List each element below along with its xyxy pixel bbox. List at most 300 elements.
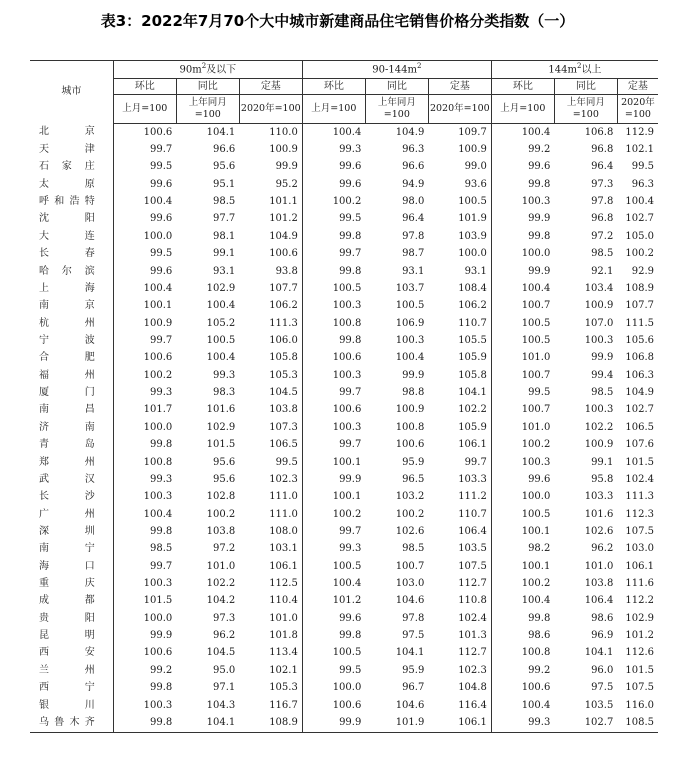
index-value: 110.4	[269, 595, 298, 607]
index-value: 111.2	[458, 491, 487, 503]
index-value: 99.9	[113, 627, 176, 644]
city-name: 兰州	[39, 664, 95, 676]
index-value: 98.6	[591, 612, 614, 624]
index-value: 97.1	[213, 682, 236, 694]
index-value: 99.1	[591, 456, 614, 468]
table-row	[30, 593, 658, 610]
index-value: 100.7	[491, 402, 554, 419]
table-row	[30, 680, 658, 697]
index-value: 100.4	[113, 280, 176, 297]
index-value: 99.5	[491, 384, 554, 401]
index-value: 106.5	[625, 421, 654, 433]
index-value: 103.8	[584, 578, 614, 590]
index-value: 103.8	[269, 404, 298, 416]
city-name: 长沙	[39, 491, 95, 503]
index-value: 102.9	[625, 612, 654, 624]
index-value: 100.4	[302, 575, 365, 592]
index-value: 100.0	[113, 228, 176, 245]
index-value: 102.6	[584, 525, 614, 537]
index-value: 93.6	[464, 178, 487, 190]
index-value: 99.9	[302, 714, 365, 732]
table-row	[30, 367, 658, 384]
index-value: 98.8	[402, 387, 425, 399]
index-value: 95.1	[213, 178, 236, 190]
index-value: 100.4	[491, 593, 554, 610]
table-row	[30, 523, 658, 540]
index-value: 106.1	[269, 560, 298, 572]
index-value: 99.2	[491, 662, 554, 679]
index-value: 97.8	[591, 196, 614, 208]
index-value: 116.4	[458, 699, 487, 711]
index-value: 101.5	[625, 664, 654, 676]
index-value: 100.6	[491, 680, 554, 697]
table-row	[30, 489, 658, 506]
table-row	[30, 610, 658, 627]
index-value: 100.9	[269, 144, 298, 156]
index-value: 102.7	[554, 714, 617, 732]
index-value: 100.4	[395, 352, 425, 364]
index-value: 110.7	[458, 317, 487, 329]
basis-header: 2020年=100	[239, 95, 302, 124]
index-value: 96.3	[631, 178, 654, 190]
table-row	[30, 541, 658, 558]
index-value: 104.9	[395, 126, 425, 138]
index-value: 99.8	[302, 263, 365, 280]
index-value: 100.3	[584, 404, 614, 416]
index-value: 95.9	[402, 664, 425, 676]
index-value: 99.8	[302, 332, 365, 349]
index-value: 102.2	[584, 421, 614, 433]
index-value: 100.0	[113, 610, 176, 627]
index-value: 100.9	[458, 144, 487, 156]
table-row	[30, 662, 658, 679]
city-name: 南宁	[39, 543, 95, 555]
index-value: 95.9	[402, 456, 425, 468]
index-value: 100.2	[625, 248, 654, 260]
index-value: 99.9	[491, 211, 554, 228]
sub-header: 同比	[365, 79, 428, 95]
index-value: 100.5	[491, 315, 554, 332]
index-value: 112.9	[625, 126, 654, 138]
index-value: 100.3	[113, 575, 176, 592]
city-name: 重庆	[39, 578, 95, 590]
table-row	[30, 263, 658, 280]
index-value: 99.8	[302, 627, 365, 644]
index-value: 105.9	[458, 421, 487, 433]
index-value: 99.6	[302, 610, 365, 627]
table-row	[30, 332, 658, 349]
index-value: 102.4	[625, 473, 654, 485]
index-value: 101.9	[458, 213, 487, 225]
group-header-medium: $90-144m^2$	[302, 61, 491, 79]
table-row	[30, 315, 658, 332]
index-value: 100.5	[302, 558, 365, 575]
index-value: 99.8	[491, 176, 554, 193]
index-value: 107.5	[625, 682, 654, 694]
index-value: 108.9	[625, 282, 654, 294]
index-value: 98.5	[591, 248, 614, 260]
index-value: 110.0	[269, 126, 298, 138]
index-value: 108.9	[239, 714, 302, 732]
index-value: 106.8	[584, 126, 614, 138]
index-value: 96.2	[213, 630, 236, 642]
city-name: 贵阳	[39, 612, 95, 624]
index-value: 99.5	[302, 211, 365, 228]
index-value: 101.2	[625, 630, 654, 642]
index-value: 100.8	[491, 645, 554, 662]
index-value: 105.9	[458, 352, 487, 364]
sub-header: 同比	[554, 79, 617, 95]
index-value: 99.3	[213, 369, 236, 381]
index-value: 100.5	[206, 334, 236, 346]
table-row	[30, 419, 658, 436]
basis-header: 上月=100	[113, 95, 176, 124]
index-value: 100.3	[584, 334, 614, 346]
index-value: 97.8	[402, 612, 425, 624]
index-value: 100.4	[625, 196, 654, 208]
index-value: 100.4	[113, 193, 176, 210]
index-value: 103.2	[395, 491, 425, 503]
index-value: 99.3	[302, 541, 365, 558]
index-value: 111.6	[625, 578, 654, 590]
sub-header: 环比	[113, 79, 176, 95]
index-value: 95.6	[213, 161, 236, 173]
index-value: 106.1	[428, 714, 491, 732]
index-value: 101.0	[491, 350, 554, 367]
index-value: 101.5	[625, 456, 654, 468]
index-value: 107.5	[458, 560, 487, 572]
index-value: 100.8	[113, 454, 176, 471]
index-value: 116.0	[625, 699, 654, 711]
index-value: 106.2	[458, 300, 487, 312]
index-value: 100.6	[269, 248, 298, 260]
index-value: 99.8	[302, 228, 365, 245]
index-value: 100.3	[302, 298, 365, 315]
index-value: 104.2	[206, 595, 236, 607]
index-value: 104.1	[584, 647, 614, 659]
index-value: 95.6	[213, 473, 236, 485]
index-value: 106.4	[458, 525, 487, 537]
index-value: 100.6	[302, 350, 365, 367]
index-value: 100.9	[395, 404, 425, 416]
index-value: 103.5	[584, 699, 614, 711]
index-value: 100.6	[302, 402, 365, 419]
index-value: 96.0	[591, 664, 614, 676]
basis-header: 上年同月=100	[554, 95, 617, 124]
index-value: 100.6	[395, 439, 425, 451]
basis-header: 2020年=100	[428, 95, 491, 124]
index-value: 102.7	[625, 404, 654, 416]
index-value: 99.6	[302, 159, 365, 176]
index-value: 107.0	[584, 317, 614, 329]
index-value: 97.8	[402, 230, 425, 242]
index-value: 100.3	[302, 367, 365, 384]
index-value: 100.2	[395, 508, 425, 520]
index-value: 100.5	[302, 280, 365, 297]
index-value: 103.9	[458, 230, 487, 242]
index-value: 99.5	[113, 159, 176, 176]
index-value: 107.7	[269, 282, 298, 294]
city-name: 杭州	[39, 317, 95, 329]
table-row	[30, 384, 658, 401]
index-value: 100.5	[491, 506, 554, 523]
table-row	[30, 298, 658, 315]
index-value: 99.6	[113, 211, 176, 228]
index-value: 99.2	[113, 662, 176, 679]
table-row	[30, 454, 658, 471]
index-value: 99.5	[631, 161, 654, 173]
city-name: 南昌	[39, 404, 95, 416]
index-value: 101.0	[269, 612, 298, 624]
index-value: 102.7	[625, 213, 654, 225]
index-value: 102.3	[269, 473, 298, 485]
index-value: 98.3	[213, 387, 236, 399]
index-value: 100.4	[491, 280, 554, 297]
table-row	[30, 697, 658, 714]
index-value: 116.7	[269, 699, 298, 711]
index-value: 99.7	[113, 558, 176, 575]
city-name: 哈尔滨	[39, 265, 95, 277]
index-value: 100.4	[113, 506, 176, 523]
index-value: 99.8	[491, 228, 554, 245]
index-value: 106.4	[584, 595, 614, 607]
index-value: 99.7	[113, 141, 176, 158]
index-value: 101.6	[206, 404, 236, 416]
city-name: 合肥	[39, 352, 95, 364]
index-value: 98.5	[402, 543, 425, 555]
index-value: 107.3	[269, 421, 298, 433]
index-value: 99.3	[302, 141, 365, 158]
index-value: 100.1	[302, 489, 365, 506]
index-value: 112.7	[458, 578, 487, 590]
city-name: 北京	[39, 126, 95, 138]
index-value: 100.3	[395, 334, 425, 346]
table-row	[30, 211, 658, 228]
index-value: 97.3	[591, 178, 614, 190]
index-value: 100.4	[491, 124, 554, 142]
index-value: 92.1	[591, 265, 614, 277]
index-value: 100.9	[113, 315, 176, 332]
sub-header: 定基	[239, 79, 302, 95]
index-value: 96.9	[591, 630, 614, 642]
index-value: 96.6	[402, 161, 425, 173]
price-index-table	[30, 60, 658, 733]
index-value: 100.1	[113, 298, 176, 315]
index-value: 93.8	[275, 265, 298, 277]
index-value: 101.5	[113, 593, 176, 610]
index-value: 98.7	[402, 248, 425, 260]
index-value: 95.8	[591, 473, 614, 485]
index-value: 111.0	[269, 508, 298, 520]
index-value: 104.1	[458, 387, 487, 399]
index-value: 98.0	[402, 196, 425, 208]
sub-header: 定基	[428, 79, 491, 95]
city-name: 太原	[39, 178, 95, 190]
group-header-large: $144m^2$以上	[491, 61, 658, 79]
index-value: 102.2	[206, 578, 236, 590]
index-value: 106.1	[625, 560, 654, 572]
city-name: 银川	[39, 699, 95, 711]
index-value: 100.0	[491, 246, 554, 263]
index-value: 108.4	[458, 282, 487, 294]
sub-header: 环比	[491, 79, 554, 95]
index-value: 96.4	[591, 161, 614, 173]
index-value: 103.1	[269, 543, 298, 555]
index-value: 96.5	[402, 473, 425, 485]
index-value: 100.2	[302, 193, 365, 210]
sub-header: 环比	[302, 79, 365, 95]
index-value: 95.0	[213, 664, 236, 676]
index-value: 100.2	[491, 575, 554, 592]
index-value: 104.8	[458, 682, 487, 694]
city-name: 西安	[39, 647, 95, 659]
city-column-header: 城市	[30, 61, 113, 124]
city-name: 石家庄	[39, 161, 95, 173]
index-value: 97.7	[213, 213, 236, 225]
index-value: 100.5	[458, 196, 487, 208]
index-value: 99.6	[113, 263, 176, 280]
index-value: 99.8	[113, 680, 176, 697]
index-value: 100.5	[395, 300, 425, 312]
index-value: 99.6	[113, 176, 176, 193]
index-value: 100.2	[491, 436, 554, 453]
index-value: 103.3	[584, 491, 614, 503]
table-row	[30, 645, 658, 662]
index-value: 102.9	[206, 421, 236, 433]
index-value: 102.8	[206, 491, 236, 503]
index-value: 99.3	[491, 714, 554, 732]
table-row	[30, 436, 658, 453]
index-value: 100.5	[491, 332, 554, 349]
index-value: 97.2	[213, 543, 236, 555]
city-name: 西宁	[39, 682, 95, 694]
index-value: 103.3	[458, 473, 487, 485]
index-value: 103.7	[395, 282, 425, 294]
index-value: 103.5	[458, 543, 487, 555]
index-value: 103.8	[206, 525, 236, 537]
index-value: 100.2	[206, 508, 236, 520]
index-value: 100.6	[113, 645, 176, 662]
index-value: 106.5	[269, 439, 298, 451]
index-value: 99.7	[464, 456, 487, 468]
index-value: 100.4	[206, 352, 236, 364]
index-value: 102.1	[269, 664, 298, 676]
index-value: 95.2	[275, 178, 298, 190]
index-value: 98.5	[113, 541, 176, 558]
index-value: 100.3	[113, 489, 176, 506]
table-row	[30, 506, 658, 523]
index-value: 97.2	[591, 230, 614, 242]
index-value: 100.9	[584, 439, 614, 451]
table-row	[30, 558, 658, 575]
index-value: 112.6	[625, 647, 654, 659]
index-value: 100.8	[395, 421, 425, 433]
index-value: 113.4	[269, 647, 298, 659]
table-title: 表3：2022年7月70个大中城市新建商品住宅销售价格分类指数（一）	[100, 12, 575, 30]
index-value: 100.0	[458, 248, 487, 260]
index-value: 111.5	[625, 317, 654, 329]
index-value: 99.7	[302, 384, 365, 401]
table-row	[30, 402, 658, 419]
index-value: 105.3	[269, 682, 298, 694]
city-name: 海口	[39, 560, 95, 572]
index-value: 106.8	[625, 352, 654, 364]
table-row	[30, 193, 658, 210]
index-value: 94.9	[402, 178, 425, 190]
index-value: 93.1	[402, 265, 425, 277]
index-value: 101.8	[269, 630, 298, 642]
index-value: 100.4	[302, 124, 365, 142]
index-value: 100.8	[302, 315, 365, 332]
index-value: 100.2	[113, 367, 176, 384]
index-value: 102.1	[625, 144, 654, 156]
index-value: 99.9	[491, 263, 554, 280]
index-value: 104.3	[206, 699, 236, 711]
index-value: 112.3	[625, 508, 654, 520]
index-value: 100.1	[491, 523, 554, 540]
index-value: 99.7	[302, 246, 365, 263]
index-value: 111.3	[269, 317, 298, 329]
index-value: 101.9	[365, 714, 428, 732]
index-value: 101.0	[491, 419, 554, 436]
city-name: 厦门	[39, 387, 95, 399]
table-row	[30, 246, 658, 263]
index-value: 102.9	[206, 282, 236, 294]
index-value: 103.4	[584, 282, 614, 294]
index-value: 104.1	[176, 714, 239, 732]
basis-header: 上年同月=100	[365, 95, 428, 124]
index-value: 96.4	[402, 213, 425, 225]
city-name: 昆明	[39, 630, 95, 642]
city-name: 郑州	[39, 456, 95, 468]
index-value: 100.6	[113, 124, 176, 142]
basis-header: 上年同月=100	[176, 95, 239, 124]
city-name: 上海	[39, 282, 95, 294]
city-name: 宁波	[39, 334, 95, 346]
index-value: 99.8	[113, 436, 176, 453]
index-value: 100.3	[113, 697, 176, 714]
index-value: 100.6	[302, 697, 365, 714]
table-row	[30, 575, 658, 592]
index-value: 107.7	[625, 300, 654, 312]
index-value: 99.7	[302, 523, 365, 540]
index-value: 99.3	[113, 471, 176, 488]
basis-header: 2020年=100	[617, 95, 658, 124]
index-value: 98.2	[491, 541, 554, 558]
index-value: 99.9	[591, 352, 614, 364]
index-value: 92.9	[631, 265, 654, 277]
index-value: 105.8	[269, 352, 298, 364]
index-value: 101.7	[113, 402, 176, 419]
city-name: 天津	[39, 144, 95, 156]
index-value: 106.2	[269, 300, 298, 312]
index-value: 105.2	[206, 317, 236, 329]
city-name: 乌鲁木齐	[30, 714, 113, 732]
index-value: 105.6	[625, 334, 654, 346]
index-value: 104.5	[206, 647, 236, 659]
index-value: 99.6	[491, 159, 554, 176]
city-name: 成都	[39, 595, 95, 607]
city-name: 南京	[39, 300, 95, 312]
index-value: 101.0	[584, 560, 614, 572]
index-value: 104.6	[395, 595, 425, 607]
table-row	[30, 124, 658, 142]
index-value: 108.5	[617, 714, 658, 732]
index-value: 104.1	[395, 647, 425, 659]
index-value: 99.3	[113, 384, 176, 401]
index-value: 102.6	[395, 525, 425, 537]
index-value: 112.7	[458, 647, 487, 659]
